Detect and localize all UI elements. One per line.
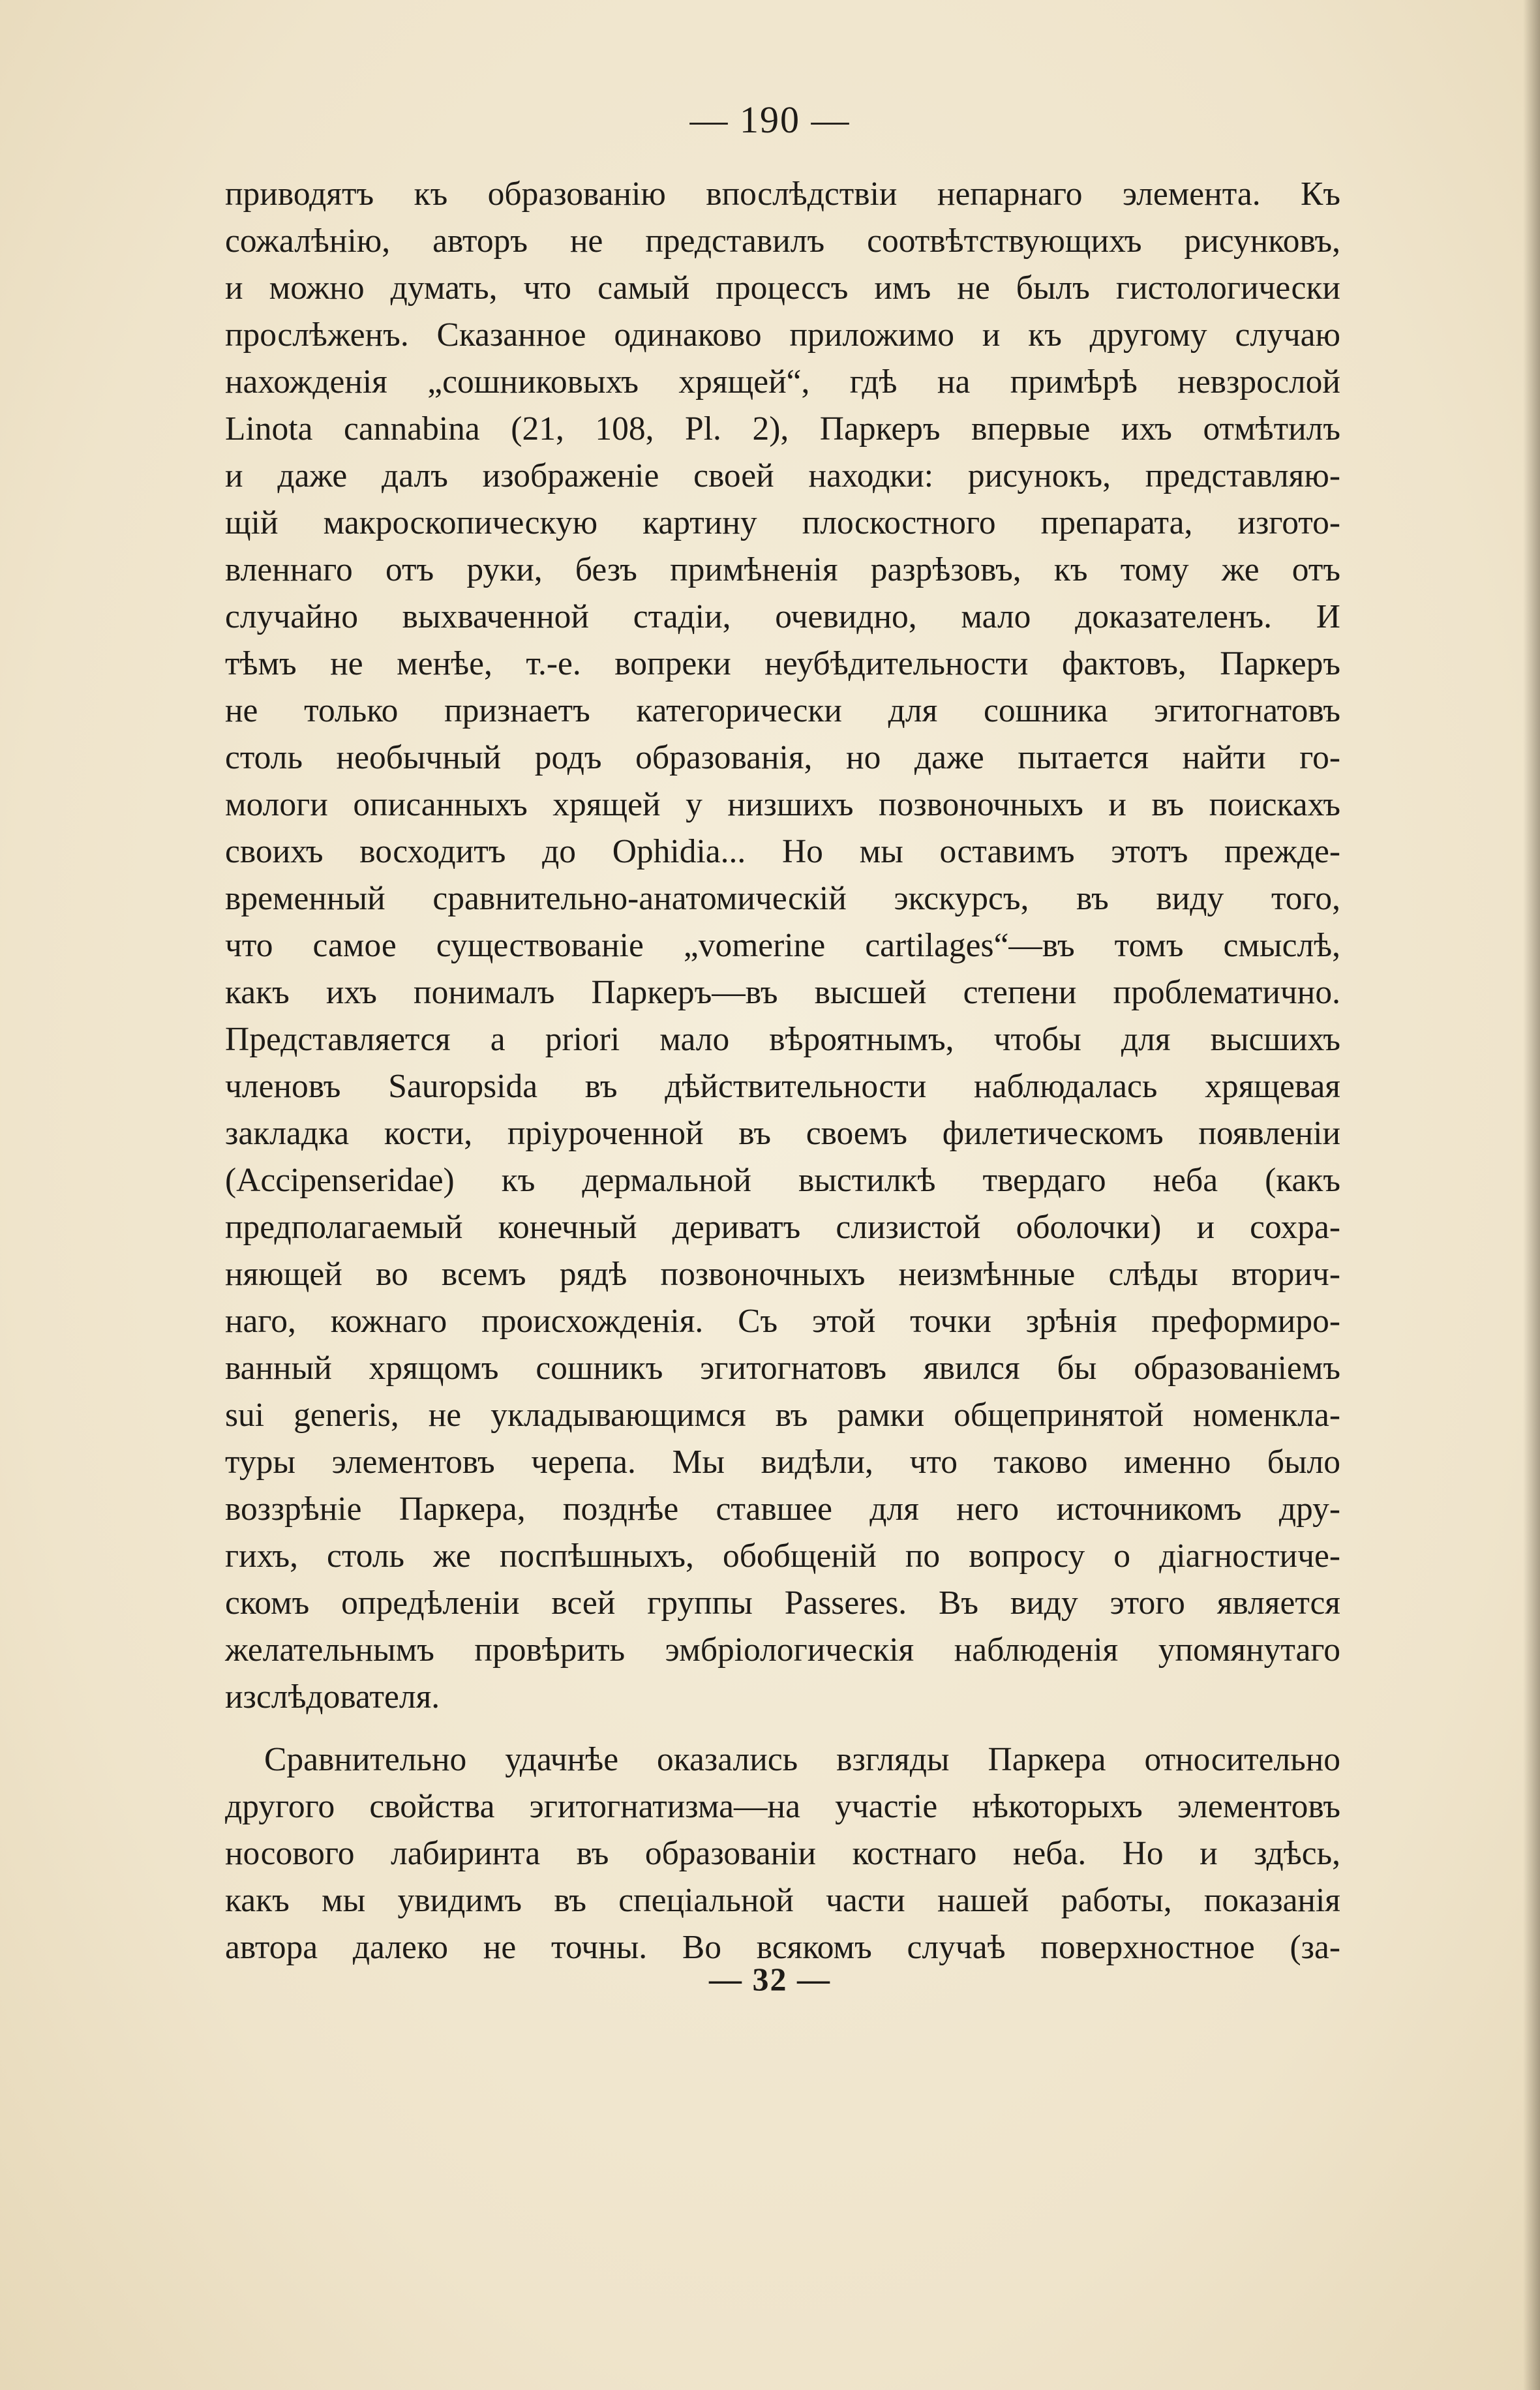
text-line: другого свойства эгитогнатизма—на участіе нѣкоторыхъ элементовъ <box>225 1788 1340 1825</box>
paragraph-gap <box>225 1721 1340 1736</box>
text-line: столь необычный родъ образованія, но даже пытается найти го- <box>225 739 1340 776</box>
text-line: (Accipenseridae) къ дермальной выстилкѣ твердаго неба (какъ <box>225 1162 1340 1199</box>
text-line: скомъ опредѣленіи всей группы Passeres. Въ виду этого является <box>225 1584 1340 1622</box>
text-line: гихъ, столь же поспѣшныхъ, обобщеній по вопросу о діагностиче- <box>225 1537 1340 1575</box>
text-line: и даже далъ изображеніе своей находки: рисунокъ, представляю- <box>225 457 1340 494</box>
text-line: мологи описанныхъ хрящей у низшихъ позвоночныхъ и въ поискахъ <box>225 786 1340 823</box>
text-line: Linota cannabina (21, 108, Pl. 2), Паркеръ впервые ихъ отмѣтилъ <box>225 410 1340 447</box>
text-line: наго, кожнаго происхожденія. Съ этой точки зрѣнія преформиро- <box>225 1303 1340 1340</box>
text-line: носового лабиринта въ образованіи костнаго неба. Но и здѣсь, <box>225 1835 1340 1872</box>
text-line: ванный хрящомъ сошникъ эгитогнатовъ явился бы образованіемъ <box>225 1350 1340 1387</box>
text-line: Представляется a priori мало вѣроятнымъ, чтобы для высшихъ <box>225 1021 1340 1058</box>
text-line: щій макроскопическую картину плоскостного препарата, изгото- <box>225 504 1340 541</box>
page-edge-shadow <box>1523 0 1540 2390</box>
text-line: и можно думать, что самый процессъ имъ не былъ гистологически <box>225 269 1340 307</box>
text-line: sui generis, не укладывающимся въ рамки общепринятой номенкла- <box>225 1397 1340 1434</box>
text-line: нахожденія „сошниковыхъ хрящей“, гдѣ на примѣрѣ невзрослой <box>225 363 1340 401</box>
text-line: прослѣженъ. Сказанное одинаково приложимо и къ другому случаю <box>225 316 1340 354</box>
text-line: воззрѣніе Паркера, позднѣе ставшее для него источникомъ дру- <box>225 1490 1340 1528</box>
text-line: приводятъ къ образованію впослѣдствіи непарнаго элемента. Къ <box>225 175 1340 213</box>
paragraph <box>225 1736 1340 1971</box>
text-line: тѣмъ не менѣе, т.-е. вопреки неубѣдительности фактовъ, Паркеръ <box>225 645 1340 682</box>
body-text <box>225 171 1340 1971</box>
text-line: желательнымъ провѣрить эмбріологическія наблюденія упомянутаго <box>225 1631 1340 1669</box>
text-line: предполагаемый конечный дериватъ слизистой оболочки) и сохра- <box>225 1209 1340 1246</box>
text-line: своихъ восходитъ до Ophidia... Но мы оставимъ этотъ прежде- <box>225 833 1340 870</box>
text-line: няющей во всемъ рядѣ позвоночныхъ неизмѣнные слѣды вторич- <box>225 1256 1340 1293</box>
page-number-header: — 190 — <box>689 98 851 141</box>
text-line: вленнаго отъ руки, безъ примѣненія разрѣзовъ, къ тому же отъ <box>225 551 1340 588</box>
signature-number-footer: — 32 — <box>709 1961 831 1997</box>
text-line: какъ мы увидимъ въ спеціальной части нашей работы, показанія <box>225 1882 1340 1919</box>
text-line: закладка кости, пріуроченной въ своемъ филетическомъ появленіи <box>225 1115 1340 1152</box>
text-line: изслѣдователя. <box>225 1678 440 1716</box>
text-line: временный сравнительно-анатомическій экскурсъ, въ виду того, <box>225 880 1340 917</box>
text-line: автора далеко не точны. Во всякомъ случаѣ поверхностное (за- <box>225 1929 1340 1966</box>
text-line: Сравнительно удачнѣе оказались взгляды Паркера относительно <box>264 1741 1340 1778</box>
text-line: не только признаетъ категорически для сошника эгитогнатовъ <box>225 692 1340 729</box>
paragraph <box>225 171 1340 1721</box>
text-line: сожалѣнію, авторъ не представилъ соотвѣтствующихъ рисунковъ, <box>225 222 1340 260</box>
text-line: членовъ Sauropsida въ дѣйствительности наблюдалась хрящевая <box>225 1068 1340 1105</box>
text-line: туры элементовъ черепа. Мы видѣли, что таково именно было <box>225 1444 1340 1481</box>
text-line: случайно выхваченной стадіи, очевидно, мало доказателенъ. И <box>225 598 1340 635</box>
text-line: какъ ихъ понималъ Паркеръ—въ высшей степени проблематично. <box>225 974 1340 1011</box>
text-line: что самое существованіе „vomerine cartilages“—въ томъ смыслѣ, <box>225 927 1340 964</box>
